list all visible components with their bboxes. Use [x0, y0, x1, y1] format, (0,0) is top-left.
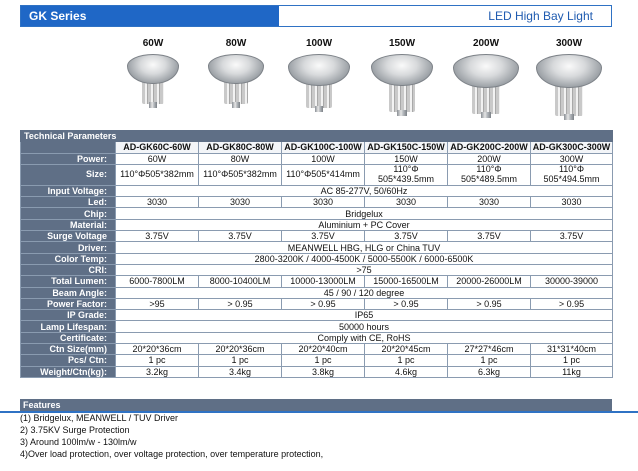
row-value: 1 pc: [365, 355, 448, 366]
row-label: Chip:: [21, 208, 116, 219]
series-title: GK Series: [21, 6, 279, 26]
feature-item: 2) 3.75KV Surge Protection: [20, 425, 130, 435]
row-value: 1 pc: [531, 355, 613, 366]
row-label: Led:: [21, 197, 116, 208]
model-cell: AD-GK60C-60W: [116, 142, 199, 153]
model-cell: AD-GK200C-200W: [448, 142, 531, 153]
row-value: > 0.95: [365, 298, 448, 309]
row-label: Material:: [21, 219, 116, 230]
row-label: Weight/Ctn(kg):: [21, 366, 116, 377]
row-value: 3030: [199, 197, 282, 208]
table-row: [21, 332, 613, 343]
model-cell: AD-GK150C-150W: [365, 142, 448, 153]
row-value: 20*20*45cm: [365, 344, 448, 355]
row-value: 150W: [365, 153, 448, 164]
row-value: 11kg: [531, 366, 613, 377]
table-section-title: Technical Parameters: [21, 131, 613, 142]
row-value: 30000-39000: [531, 276, 613, 287]
model-cell: AD-GK80C-80W: [199, 142, 282, 153]
wattage-label: 80W: [225, 38, 247, 49]
table-row: [21, 276, 613, 287]
table-row: [21, 208, 613, 219]
row-value: > 0.95: [448, 298, 531, 309]
table-row: [21, 153, 613, 164]
row-value: > 0.95: [531, 298, 613, 309]
row-value: 1 pc: [282, 355, 365, 366]
wattage-label: 60W: [142, 38, 164, 49]
table-row: [21, 242, 613, 253]
row-value: > 0.95: [282, 298, 365, 309]
wattage-label: 300W: [555, 38, 583, 49]
row-label: Pcs/ Ctn:: [21, 355, 116, 366]
table-row: [21, 164, 613, 185]
row-value: 3.4kg: [199, 366, 282, 377]
feature-item: (1) Bridgelux, MEANWELL / TUV Driver: [20, 413, 179, 423]
row-value-merged: MEANWELL HBG, HLG or China TUV: [116, 242, 613, 253]
row-value: 3030: [448, 197, 531, 208]
row-value: 110°Φ505*382mm: [116, 164, 199, 185]
row-value: 110°Φ505*414mm: [282, 164, 365, 185]
high-bay-lamp-image: [127, 54, 179, 108]
row-value: 1 pc: [199, 355, 282, 366]
row-label: Certificate:: [21, 332, 116, 343]
row-value: 3030: [365, 197, 448, 208]
row-value: 6.3kg: [448, 366, 531, 377]
high-bay-lamp-image: [536, 54, 602, 120]
row-value: 60W: [116, 153, 199, 164]
row-value: 4.6kg: [365, 366, 448, 377]
row-label: CRI:: [21, 264, 116, 275]
table-row: [21, 197, 613, 208]
row-label: Driver:: [21, 242, 116, 253]
row-value: 100W: [282, 153, 365, 164]
row-label: Surge Voltage: [21, 231, 116, 242]
model-row: [21, 142, 613, 153]
row-value: 20*20*36cm: [199, 344, 282, 355]
row-value-merged: AC 85-277V, 50/60Hz: [116, 185, 613, 196]
row-value: >95: [116, 298, 199, 309]
table-row: [21, 321, 613, 332]
row-value-merged: Comply with CE, RoHS: [116, 332, 613, 343]
row-label: Power Factor:: [21, 298, 116, 309]
row-value: 3.75V: [116, 231, 199, 242]
row-value-merged: 50000 hours: [116, 321, 613, 332]
table-row: [21, 264, 613, 275]
wattage-label: 200W: [472, 38, 500, 49]
row-value-merged: Bridgelux: [116, 208, 613, 219]
wattage-label: 150W: [388, 38, 416, 49]
table-row: [21, 298, 613, 309]
row-value: 3.75V: [282, 231, 365, 242]
row-value: 6000-7800LM: [116, 276, 199, 287]
row-value: 3.75V: [531, 231, 613, 242]
row-value: 20000-26000LM: [448, 276, 531, 287]
feature-item: 3) Around 100lm/w - 130lm/w: [20, 437, 137, 447]
model-cell: AD-GK100C-100W: [282, 142, 365, 153]
row-value: 3.75V: [199, 231, 282, 242]
row-value: 27*27*46cm: [448, 344, 531, 355]
row-value: 110°Φ 505*489.5mm: [448, 164, 531, 185]
features-list: [20, 412, 323, 460]
row-value: 80W: [199, 153, 282, 164]
wattage-label: 100W: [305, 38, 333, 49]
table-row: [21, 231, 613, 242]
row-value: 3030: [282, 197, 365, 208]
row-label: Lamp Lifespan:: [21, 321, 116, 332]
row-value: 110°Φ 505*494.5mm: [531, 164, 613, 185]
row-label: Power:: [21, 153, 116, 164]
high-bay-lamp-image: [208, 54, 264, 108]
row-value: 1 pc: [116, 355, 199, 366]
row-value: 300W: [531, 153, 613, 164]
row-value: 15000-16500LM: [365, 276, 448, 287]
row-label: Size:: [21, 164, 116, 185]
table-row: [21, 219, 613, 230]
row-value-merged: 2800-3200K / 4000-4500K / 5000-5500K / 6000-6500K: [116, 253, 613, 264]
high-bay-lamp-image: [288, 54, 350, 112]
row-value: 3.2kg: [116, 366, 199, 377]
row-value: 200W: [448, 153, 531, 164]
table-row: [21, 344, 613, 355]
row-value: 1 pc: [448, 355, 531, 366]
row-value: 110°Φ505*382mm: [199, 164, 282, 185]
row-value: 3030: [116, 197, 199, 208]
high-bay-lamp-image: [453, 54, 519, 118]
feature-item: 4)Over load protection, over voltage protection, over temperature protection,: [20, 449, 324, 459]
row-label: Color Temp:: [21, 253, 116, 264]
row-value: 8000-10400LM: [199, 276, 282, 287]
high-bay-lamp-image: [371, 54, 433, 116]
features-title: Features: [20, 399, 612, 411]
series-header: [20, 5, 612, 27]
row-value-merged: Aluminium + PC Cover: [116, 219, 613, 230]
row-value: 20*20*40cm: [282, 344, 365, 355]
row-label: Beam Angle:: [21, 287, 116, 298]
product-title: LED High Bay Light: [279, 6, 611, 26]
row-value-merged: 45 / 90 / 120 degree: [116, 287, 613, 298]
row-value: 3.75V: [365, 231, 448, 242]
row-value: 110°Φ 505*439.5mm: [365, 164, 448, 185]
table-row: [21, 310, 613, 321]
row-value: 20*20*36cm: [116, 344, 199, 355]
row-value: 10000-13000LM: [282, 276, 365, 287]
table-row: [21, 287, 613, 298]
row-label: Input Voltage:: [21, 185, 116, 196]
row-value: 3.75V: [448, 231, 531, 242]
row-value: 3030: [531, 197, 613, 208]
table-row: [21, 366, 613, 377]
row-value-merged: IP65: [116, 310, 613, 321]
row-value: 31*31*40cm: [531, 344, 613, 355]
row-value-merged: >75: [116, 264, 613, 275]
row-value: > 0.95: [199, 298, 282, 309]
row-value: 3.8kg: [282, 366, 365, 377]
row-label: Total Lumen:: [21, 276, 116, 287]
table-row: [21, 253, 613, 264]
model-cell: AD-GK300C-300W: [531, 142, 613, 153]
spec-table: [20, 130, 613, 378]
table-row: [21, 185, 613, 196]
row-label: IP Grade:: [21, 310, 116, 321]
table-row: [21, 355, 613, 366]
model-label-cell: [21, 142, 116, 153]
row-label: Ctn Size(mm): [21, 344, 116, 355]
